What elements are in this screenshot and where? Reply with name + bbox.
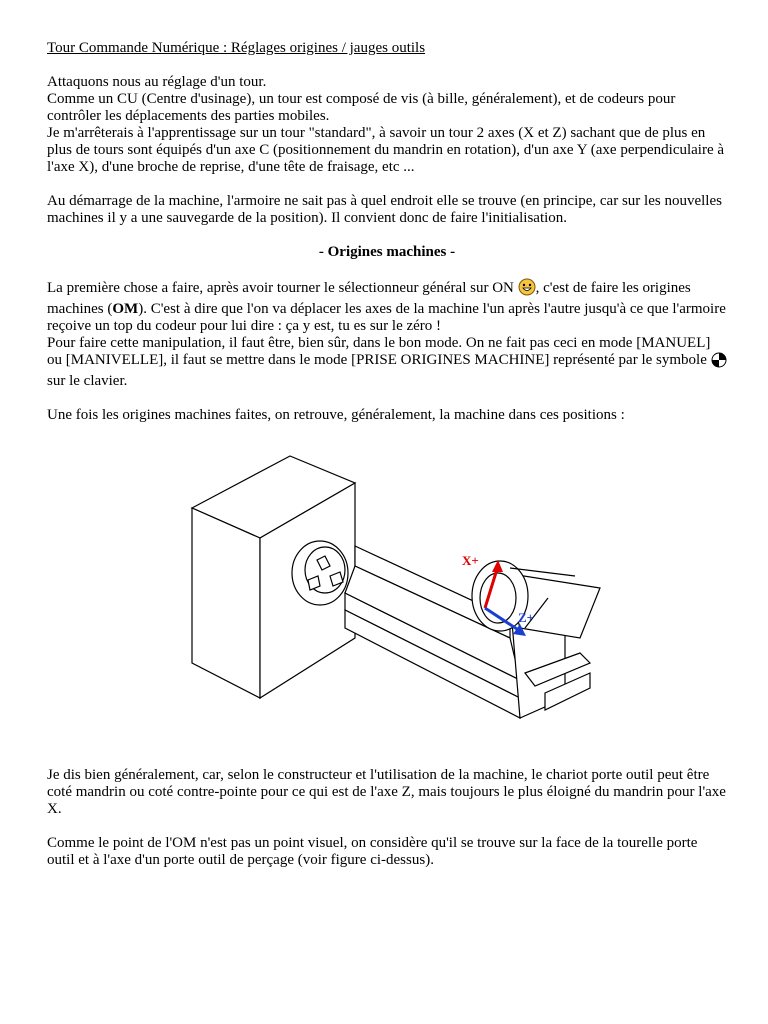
- x-axis-label: X+: [462, 553, 479, 568]
- positions-paragraph: Une fois les origines machines faites, on retrouve, généralement, la machine dans ces positions :: [47, 407, 625, 423]
- om-mode-line: Pour faire cette manipulation, il faut être, bien sûr, dans le bon mode. On ne fait pas ceci en mode [MANUEL] ou [MANIVELLE], il faut se mettre dans le mode [PRISE ORIGINES MACHINE] représenté par le symbole: [47, 335, 711, 368]
- om-text: [47, 278, 727, 335]
- startup-paragraph: Au démarrage de la machine, l'armoire ne sait pas à quel endroit elle se trouve (en principe, car sur les nouvelles machines il y a une sauvegarde de la position). Il convient donc de faire l'initialisation.: [47, 193, 722, 226]
- headstock-front: [192, 508, 260, 698]
- om-paragraph: [47, 278, 727, 390]
- om-bold: OM: [112, 301, 139, 317]
- om-text-part3: ). C'est à dire que l'on va déplacer les axes de la machine l'un après l'autre jusqu'à ce que l'armoire reçoive un top du codeur pour lui dire : ça y est, tu es sur le zéro !: [47, 301, 726, 334]
- om-text-part2: , c'est de faire les origines machines (: [47, 280, 691, 317]
- om-mode-line-end: sur le clavier.: [47, 373, 128, 389]
- z-axis-label: Z+: [518, 610, 535, 625]
- smiley-icon: [518, 278, 536, 301]
- intro-line-3: Je m'arrêterais à l'apprentissage sur un tour "standard", à savoir un tour 2 axes (X et Z) sachant que de plus en plus de tours sont équipés d'un axe C (positionnement du mandrin en rotation), d'un axe Y (axe perpendiculaire à l'axe X), d'une broche de reprise, d'une tête de fraisage, etc ...: [47, 125, 725, 175]
- lathe-drawing: [180, 448, 610, 748]
- lathe-figure: [180, 448, 610, 748]
- document-page: [47, 40, 727, 441]
- om-text-part1: La première chose a faire, après avoir tourner le sélectionneur général sur ON: [47, 280, 518, 296]
- after-paragraph-1: Je dis bien généralement, car, selon le constructeur et l'utilisation de la machine, le chariot porte outil peut être coté mandrin ou coté contre-pointe pour ce qui est de l'axe Z, mais toujours le plus éloigné du mandrin pour l'axe X.: [47, 767, 726, 817]
- after-paragraph-2: Comme le point de l'OM n'est pas un point visuel, on considère qu'il se trouve sur la face de la tourelle porte outil et à l'axe d'un porte outil de perçage (voir figure ci-dessus).: [47, 835, 698, 868]
- intro-line-2: Comme un CU (Centre d'usinage), un tour est composé de vis (à bille, généralement), et de codeurs pour contrôler les déplacements des parties mobiles.: [47, 91, 676, 124]
- origin-symbol-icon: [711, 352, 727, 373]
- intro-line-1: Attaquons nous au réglage d'un tour.: [47, 74, 267, 90]
- section-title: - Origines machines -: [318, 244, 456, 260]
- page-title: Tour Commande Numérique : Réglages origines / jauges outils: [47, 40, 426, 56]
- intro-paragraph: [47, 74, 727, 176]
- om-mode-text: [47, 335, 727, 390]
